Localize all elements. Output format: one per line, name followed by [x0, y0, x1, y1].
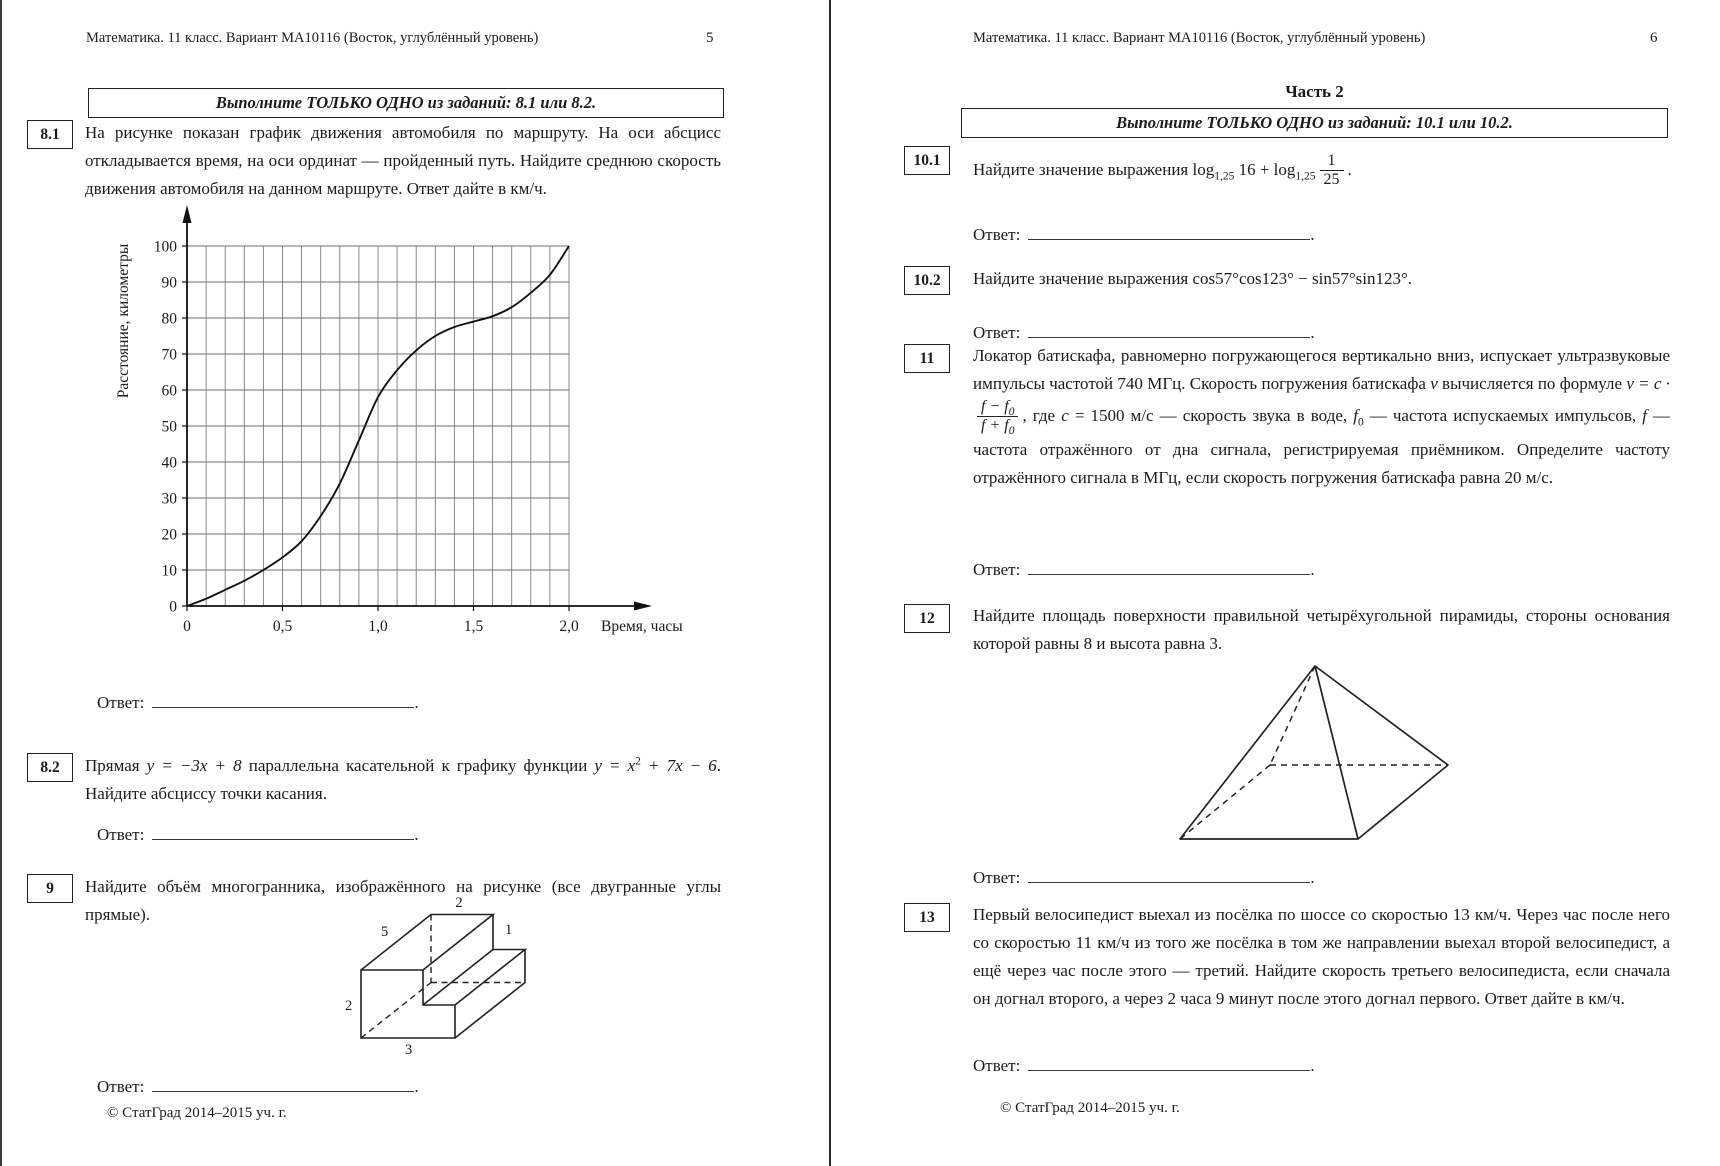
svg-text:0: 0 — [169, 598, 177, 616]
answer-label: Ответ: — [97, 693, 145, 712]
svg-text:90: 90 — [161, 274, 177, 292]
footer-copyright: © СтатГрад 2014–2015 уч. г. — [107, 1105, 287, 1121]
svg-text:0: 0 — [183, 618, 191, 635]
svg-text:60: 60 — [161, 382, 177, 400]
dimension-label-top: 2 — [455, 895, 463, 911]
svg-text:100: 100 — [153, 238, 177, 256]
part-title: Часть 2 — [1285, 82, 1344, 101]
answer-row-13: Ответ: . — [973, 1056, 1315, 1075]
scan-edge-line — [0, 0, 2, 1166]
task-8-2-text: Прямая y = −3x + 8 параллельна касательной к графику функции $y = x^2 + 7x - 6$. Найдите абсциссу точки касания. — [85, 755, 722, 803]
answer-blank-line — [152, 825, 414, 840]
task-8-1-text: На рисунке показан график движения автомобиля по маршруту. На оси абсцисс откладывается время, на оси ординат — пройденный путь. Найдите среднюю скорость движения автомобиля на данном маршруте. Ответ дайте в км/ч. — [85, 123, 721, 198]
answer-row-11: Ответ: . — [973, 560, 1315, 579]
polyhedron-figure — [323, 890, 558, 1065]
instruction-text: Выполните ТОЛЬКО ОДНО из заданий: 8.1 или 8.2. — [215, 93, 597, 112]
dimension-label-depth: 5 — [381, 924, 389, 940]
svg-text:Расстояние, километры: Расстояние, километры — [115, 243, 132, 399]
instruction-text: Выполните ТОЛЬКО ОДНО из заданий: 10.1 или 10.2. — [1116, 113, 1513, 132]
task-number-badge-8-2: 8.2 — [27, 753, 73, 782]
page-number: 5 — [706, 30, 714, 46]
answer-blank-line — [152, 1077, 414, 1092]
task-13-text: Первый велосипедист выехал из посёлка по шоссе со скоростью 13 км/ч. Через час после него со скоростью 11 км/ч из того же посёлка в том же направлении выехал второй велосипедист, а ещё через час после этого — третий. Найдите скорость третьего велосипедиста, если сначала он догнал второго, а через 2 часа 9 минут после этого догнал первого. Ответ дайте в км/ч. — [973, 905, 1670, 1008]
answer-blank-line — [1028, 1056, 1310, 1071]
answer-row-10-2: Ответ: . — [973, 323, 1315, 342]
formula-line-equation: y = −3x + 8 — [146, 756, 242, 775]
answer-label: Ответ: — [97, 825, 145, 844]
answer-row-12: Ответ: . — [973, 868, 1315, 887]
svg-text:0,5: 0,5 — [272, 618, 293, 635]
svg-text:1,0: 1,0 — [368, 618, 388, 635]
pyramid-figure — [1148, 653, 1468, 853]
formula-f0: $f_0$ — [1353, 405, 1364, 429]
task-9-text: Найдите объём многогранника, изображённого на рисунке (все двугранные углы прямые). — [85, 877, 721, 924]
task-number-badge-12: 12 — [904, 604, 950, 633]
formula-trig: cos57°cos123° − sin57°sin123° — [1192, 269, 1408, 288]
answer-blank-line — [1028, 560, 1310, 575]
svg-text:20: 20 — [161, 526, 177, 544]
task-number-badge-9: 9 — [27, 874, 73, 903]
page-divider — [829, 0, 831, 1166]
instruction-box — [88, 88, 724, 118]
svg-text:40: 40 — [161, 454, 177, 472]
task-number-badge-8-1: 8.1 — [27, 120, 73, 149]
page-number: 6 — [1650, 30, 1658, 46]
dimension-label-bottom: 3 — [405, 1042, 413, 1058]
formula-parabola: $y = x^2 + 7x - 6$ — [594, 755, 717, 775]
task-number-badge-13: 13 — [904, 903, 950, 932]
task-11-text: Локатор батискафа, равномерно погружающегося вертикально вниз, испускает ультразвуковые импульсы частотой 740 МГц. Скорость погружения батискафа v вычисляется по формуле v = c · $\frac{f - f_0}{f + f_0}$ , где c = 1500 м/с — скорость звука в воде, $f_0$ — частота испускаемых импульсов, f — частота отражённого от дна сигнала, регистрируемая приёмником. Определите частоту отражённого сигнала в МГц, если скорость погружения батискафа равна 20 м/с. — [973, 346, 1671, 487]
svg-text:30: 30 — [161, 490, 177, 508]
answer-blank-line — [152, 693, 414, 708]
answer-row-10-1: Ответ: . — [973, 225, 1315, 244]
svg-text:70: 70 — [161, 346, 177, 364]
answer-blank-line — [1028, 225, 1310, 240]
svg-text:2,0: 2,0 — [559, 618, 579, 635]
svg-text:1,5: 1,5 — [463, 618, 484, 635]
dimension-label-left: 2 — [345, 998, 353, 1014]
instruction-box — [961, 108, 1668, 138]
answer-label: Ответ: — [973, 868, 1021, 887]
answer-row-8-1: Ответ: . — [97, 693, 419, 712]
task-10-1-text: Найдите значение выражения $\log_{1,25} 16 + \log_{1,25}$ $\frac{1}{25}$ . — [973, 152, 1352, 189]
answer-blank-line — [1028, 323, 1310, 338]
task-10-2-text: Найдите значение выражения cos57°cos123° − sin57°sin123°. — [973, 269, 1413, 288]
answer-row-9: Ответ: . — [97, 1077, 419, 1096]
answer-label: Ответ: — [973, 225, 1021, 244]
page-header-title: Математика. 11 класс. Вариант МА10116 (Восток, углублённый уровень) — [973, 30, 1426, 46]
answer-label: Ответ: — [973, 560, 1021, 579]
svg-text:10: 10 — [161, 562, 177, 580]
task-number-badge-10-1: 10.1 — [904, 146, 950, 175]
footer-copyright: © СтатГрад 2014–2015 уч. г. — [1000, 1100, 1180, 1116]
answer-blank-line — [1028, 868, 1310, 883]
answer-label: Ответ: — [973, 1056, 1021, 1075]
answer-label: Ответ: — [97, 1077, 145, 1096]
distance-time-chart — [90, 193, 750, 658]
formula-logarithms: $\log_{1,25} 16 + \log_{1,25}$ $\frac{1}{25}$ . — [1192, 152, 1352, 189]
answer-label: Ответ: — [973, 323, 1021, 342]
task-number-badge-11: 11 — [904, 344, 950, 373]
dimension-label-step-height: 1 — [505, 922, 513, 938]
svg-text:80: 80 — [161, 310, 177, 328]
svg-text:50: 50 — [161, 418, 177, 436]
task-12-text: Найдите площадь поверхности правильной четырёхугольной пирамиды, стороны основания которой равны 8 и высота равна 3. — [973, 606, 1670, 653]
svg-text:Время, часы: Время, часы — [601, 618, 683, 635]
page-header-title: Математика. 11 класс. Вариант МА10116 (Восток, углублённый уровень) — [86, 30, 539, 46]
formula-doppler: v = c · $\frac{f - f_0}{f + f_0}$ — [973, 374, 1670, 425]
answer-row-8-2: Ответ: . — [97, 825, 419, 844]
task-number-badge-10-2: 10.2 — [904, 266, 950, 295]
